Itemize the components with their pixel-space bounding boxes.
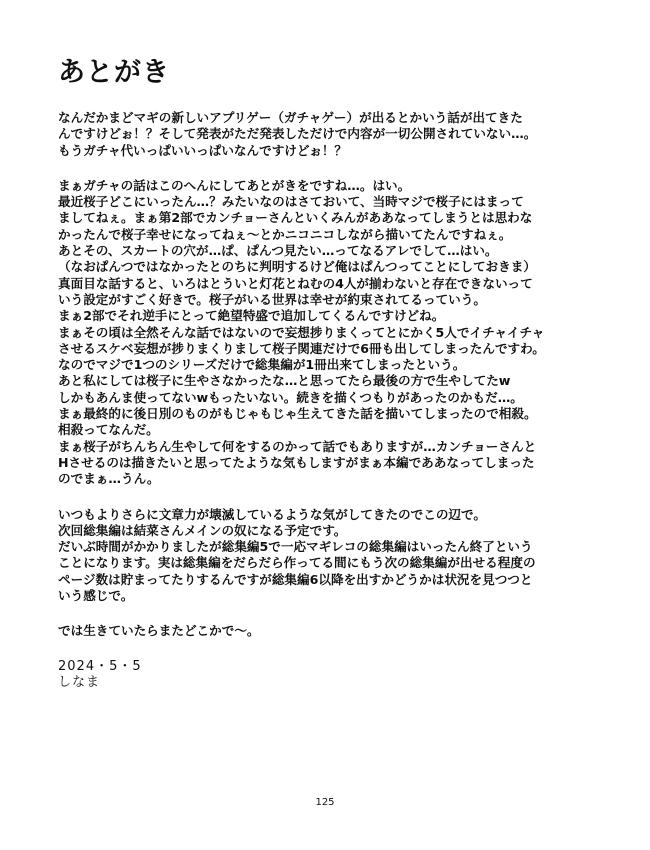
text-line: Hさせるのは描きたいと思ってたような気もしますがまぁ本編でああなってしまった bbox=[58, 454, 535, 470]
text-line: だいぶ時間がかかりましたが総集編5で一応マギレコの総集編はいったん終了という bbox=[58, 539, 533, 555]
afterword-body bbox=[58, 110, 618, 691]
text-line: いう感じで。 bbox=[58, 588, 134, 604]
page-title: あとがき bbox=[58, 57, 170, 88]
text-line: では生きていたらまたどこかで～。 bbox=[58, 623, 260, 639]
text-line: いつもよりさらに文章力が壊滅しているような気がしてきたのでこの辺で。 bbox=[58, 506, 486, 522]
text-line: まぁ2部でそれ逆手にとって絶望特盛で追加してくるんですけどね。 bbox=[58, 308, 445, 324]
page-number: 125 bbox=[315, 797, 335, 808]
text-line: まぁその頃は全然そんな話ではないので妄想捗りまくってとにかく5人でイチャイチャ bbox=[58, 324, 545, 340]
text-line: ページ数は貯まってたりするんですが総集編6以降を出すかどうかは状況を見つつと bbox=[58, 571, 533, 587]
text-line: なのでマジで1つのシリーズだけで総集編が1冊出来てしまったという。 bbox=[58, 357, 466, 373]
text-line: （なおぱんつではなかったとのちに判明するけど俺はぱんつってことにしておきま） bbox=[58, 259, 536, 275]
text-line: ことになります。実は総集編をだらだら作ってる間にもう次の総集編が出せる程度の bbox=[58, 555, 536, 571]
text-line: もうガチャ代いっぱいいっぱいなんですけどぉ！？ bbox=[58, 142, 348, 158]
text-line: かったんで桜子幸せになってねぇ～とかニコニコしながら描いてたんですねぇ。 bbox=[58, 226, 512, 242]
paragraph-1 bbox=[58, 110, 618, 159]
text-line: んですけどぉ！？そして発表がただ発表しただけで内容が一切公開されていない…。 bbox=[58, 126, 537, 142]
text-line: あと私にしては桜子に生やさなかったな…と思ってたら最後の方で生やしてたw bbox=[58, 373, 511, 389]
text-line: まぁ桜子がちんちん生やして何をするのかって話でもありますが…カンチョーさんと bbox=[58, 438, 537, 454]
text-line: いう設定がすごく好きで。桜子がいる世界は幸せが約束されてるっていう。 bbox=[58, 291, 486, 307]
paragraph-2 bbox=[58, 178, 618, 488]
text-line: なんだかまどマギの新しいアプリゲー（ガチャゲー）が出るとかいう話が出てきた bbox=[58, 110, 523, 125]
signature-date: 2024・5・5 bbox=[58, 658, 142, 674]
text-line: まぁ最終的に後日別のものがもじゃもじゃ生えてきた話を描いてしまったので相殺。 bbox=[58, 406, 537, 422]
text-line: 最近桜子どこにいったん…？みたいなのはさておいて、当時マジで桜子にはまって bbox=[58, 194, 524, 210]
text-line: のでまぁ…うん。 bbox=[58, 471, 160, 487]
signature-author: しなま bbox=[58, 674, 101, 690]
paragraph-3 bbox=[58, 507, 618, 605]
text-line: させるスケベ妄想が捗りまくりまして桜子関連だけで6冊も出してしまったんですわ。 bbox=[58, 340, 545, 356]
text-line: 次回総集編は結菜さんメインの奴になる予定です。 bbox=[58, 522, 347, 538]
text-line: 真面目な話すると、いろはとういと灯花とねむの4人が揃わないと存在できないって bbox=[58, 275, 533, 291]
signature-block bbox=[58, 659, 618, 692]
paragraph-4 bbox=[58, 623, 618, 639]
text-line: 相殺ってなんだ。 bbox=[58, 422, 159, 438]
text-line: まぁガチャの話はこのへんにしてあとがきをですね…。はい。 bbox=[58, 177, 411, 193]
text-line: しかもあんま使ってないwもったいない。続きを描くつもりがあったのかもだ…。 bbox=[58, 389, 523, 405]
text-line: あとその、スカートの穴が…ぱ、ぱんつ見たい…ってなるアレでして…はい。 bbox=[58, 243, 498, 259]
text-line: ましてねぇ。まぁ第2部でカンチョーさんといくみんがああなってしまうとは思わな bbox=[58, 210, 533, 226]
